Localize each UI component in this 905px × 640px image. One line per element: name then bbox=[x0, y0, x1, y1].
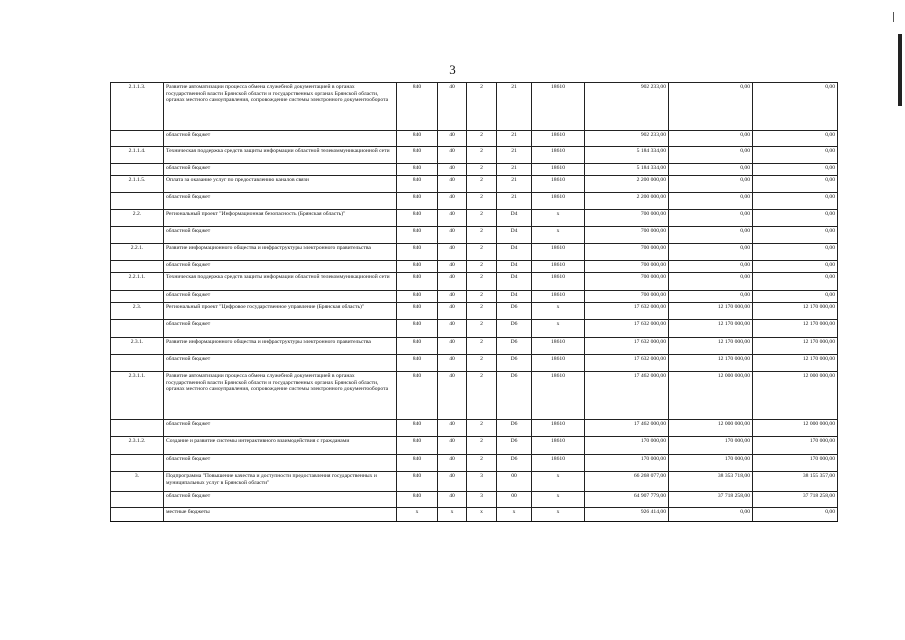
cell-code-direction: 18610 bbox=[532, 244, 585, 261]
table-row bbox=[111, 492, 838, 508]
cell-code-subprogram: 2 bbox=[467, 164, 497, 176]
cell-code-program: 40 bbox=[438, 372, 467, 420]
cell-code-ministry: 840 bbox=[397, 291, 438, 303]
cell-amount-year-3: 170 000,00 bbox=[753, 455, 838, 472]
cell-code-subprogram: 2 bbox=[467, 227, 497, 244]
cell-item-number bbox=[111, 508, 164, 522]
cell-code-program: 40 bbox=[438, 227, 467, 244]
cell-code-program: 40 bbox=[438, 492, 467, 508]
cell-item-name: областной бюджет bbox=[164, 164, 397, 176]
cell-code-direction: х bbox=[532, 472, 585, 492]
cell-code-direction: х bbox=[532, 508, 585, 522]
table-row bbox=[111, 193, 838, 210]
cell-amount-year-2: 0,00 bbox=[669, 291, 753, 303]
cell-code-ministry: 840 bbox=[397, 437, 438, 455]
cell-code-event: D4 bbox=[497, 244, 532, 261]
cell-code-subprogram: 2 bbox=[467, 355, 497, 372]
cell-amount-year-3: 0,00 bbox=[753, 244, 838, 261]
cell-code-ministry: 840 bbox=[397, 355, 438, 372]
table-row bbox=[111, 176, 838, 193]
cell-code-program: 40 bbox=[438, 291, 467, 303]
cell-code-ministry: 840 bbox=[397, 320, 438, 338]
table-row bbox=[111, 472, 838, 492]
cell-code-direction: 18610 bbox=[532, 261, 585, 273]
cell-code-event: 00 bbox=[497, 472, 532, 492]
cell-item-number: 2.2.1. bbox=[111, 244, 164, 261]
cell-code-ministry: 840 bbox=[397, 164, 438, 176]
cell-amount-year-2: 0,00 bbox=[669, 131, 753, 147]
cell-code-direction: 18610 bbox=[532, 273, 585, 291]
table-row bbox=[111, 372, 838, 420]
table-row bbox=[111, 244, 838, 261]
cell-code-direction: 18610 bbox=[532, 164, 585, 176]
table-row bbox=[111, 227, 838, 244]
cell-item-number: 2.2. bbox=[111, 210, 164, 227]
cell-code-subprogram: 3 bbox=[467, 472, 497, 492]
cell-code-subprogram: 2 bbox=[467, 338, 497, 355]
cell-code-event: D4 bbox=[497, 227, 532, 244]
cell-code-program: 40 bbox=[438, 437, 467, 455]
cell-amount-year-3: 0,00 bbox=[753, 291, 838, 303]
cell-code-subprogram: 2 bbox=[467, 83, 497, 131]
cell-code-ministry: 840 bbox=[397, 210, 438, 227]
table-row bbox=[111, 355, 838, 372]
cell-amount-year-2: 12 170 000,00 bbox=[669, 320, 753, 338]
cell-code-program: 40 bbox=[438, 131, 467, 147]
cell-code-direction: 18610 bbox=[532, 193, 585, 210]
cell-code-subprogram: 3 bbox=[467, 492, 497, 508]
cell-amount-year-3: 12 000 000,00 bbox=[753, 372, 838, 420]
cell-amount-year-1: 926 414,00 bbox=[585, 508, 669, 522]
cell-code-event: 21 bbox=[497, 193, 532, 210]
cell-amount-year-3: 12 170 000,00 bbox=[753, 320, 838, 338]
cell-code-direction: 18610 bbox=[532, 83, 585, 131]
cell-code-event: 21 bbox=[497, 164, 532, 176]
table-row bbox=[111, 210, 838, 227]
cell-amount-year-2: 0,00 bbox=[669, 164, 753, 176]
cell-code-direction: 18610 bbox=[532, 131, 585, 147]
cell-code-program: 40 bbox=[438, 303, 467, 320]
cell-item-name: Оплата за оказание услуг по предоставлению каналов связи bbox=[164, 176, 397, 193]
cell-item-number bbox=[111, 492, 164, 508]
cell-code-program: 40 bbox=[438, 338, 467, 355]
cell-item-name: местные бюджеты bbox=[164, 508, 397, 522]
cell-code-ministry: 840 bbox=[397, 273, 438, 291]
cell-amount-year-1: 700 000,00 bbox=[585, 210, 669, 227]
cell-item-number: 2.3.1. bbox=[111, 338, 164, 355]
cell-code-subprogram: 2 bbox=[467, 320, 497, 338]
cell-item-number bbox=[111, 261, 164, 273]
table-row bbox=[111, 164, 838, 176]
cell-amount-year-1: 17 462 000,00 bbox=[585, 420, 669, 437]
cell-code-direction: 18610 bbox=[532, 372, 585, 420]
cell-code-subprogram: 2 bbox=[467, 210, 497, 227]
cell-amount-year-3: 0,00 bbox=[753, 176, 838, 193]
cell-amount-year-3: 0,00 bbox=[753, 210, 838, 227]
cell-item-name: областной бюджет bbox=[164, 355, 397, 372]
cell-code-event: D6 bbox=[497, 372, 532, 420]
cell-code-direction: х bbox=[532, 492, 585, 508]
cell-code-event: D6 bbox=[497, 420, 532, 437]
cell-item-number bbox=[111, 455, 164, 472]
table-row bbox=[111, 291, 838, 303]
cell-code-subprogram: 2 bbox=[467, 437, 497, 455]
cell-code-direction: 18610 bbox=[532, 338, 585, 355]
cell-amount-year-3: 170 000,00 bbox=[753, 437, 838, 455]
cell-item-name: Создание и развитие системы интерактивного взаимодействия с гражданами bbox=[164, 437, 397, 455]
cell-amount-year-3: 0,00 bbox=[753, 261, 838, 273]
cell-code-subprogram: 2 bbox=[467, 372, 497, 420]
cell-code-program: 40 bbox=[438, 210, 467, 227]
cell-amount-year-1: 17 462 000,00 bbox=[585, 372, 669, 420]
cell-amount-year-1: 700 000,00 bbox=[585, 291, 669, 303]
cell-code-subprogram: 2 bbox=[467, 131, 497, 147]
cell-code-ministry: 840 bbox=[397, 420, 438, 437]
cell-amount-year-2: 0,00 bbox=[669, 83, 753, 131]
cell-amount-year-2: 12 170 000,00 bbox=[669, 355, 753, 372]
cell-code-program: 40 bbox=[438, 455, 467, 472]
cell-item-number: 2.1.1.5. bbox=[111, 176, 164, 193]
cell-item-number bbox=[111, 131, 164, 147]
cell-amount-year-2: 0,00 bbox=[669, 193, 753, 210]
cell-item-number bbox=[111, 355, 164, 372]
cell-code-event: 00 bbox=[497, 492, 532, 508]
cell-code-subprogram: 2 bbox=[467, 193, 497, 210]
cell-code-event: D4 bbox=[497, 291, 532, 303]
cell-code-ministry: х bbox=[397, 508, 438, 522]
cell-amount-year-2: 0,00 bbox=[669, 261, 753, 273]
cell-amount-year-2: 38 353 718,00 bbox=[669, 472, 753, 492]
cell-item-number: 2.3. bbox=[111, 303, 164, 320]
table-row bbox=[111, 508, 838, 522]
cell-amount-year-1: 2 200 000,00 bbox=[585, 176, 669, 193]
table-row bbox=[111, 437, 838, 455]
cell-amount-year-3: 0,00 bbox=[753, 273, 838, 291]
cell-code-event: D4 bbox=[497, 261, 532, 273]
cell-amount-year-3: 0,00 bbox=[753, 131, 838, 147]
cell-code-subprogram: 2 bbox=[467, 455, 497, 472]
cell-amount-year-1: 700 000,00 bbox=[585, 273, 669, 291]
cell-code-event: D6 bbox=[497, 320, 532, 338]
cell-code-program: 40 bbox=[438, 472, 467, 492]
cell-code-direction: 18610 bbox=[532, 291, 585, 303]
cell-amount-year-2: 37 718 258,00 bbox=[669, 492, 753, 508]
cell-item-number: 2.2.1.1. bbox=[111, 273, 164, 291]
cell-item-name: областной бюджет bbox=[164, 261, 397, 273]
cell-code-direction: 18610 bbox=[532, 355, 585, 372]
cell-amount-year-2: 0,00 bbox=[669, 227, 753, 244]
cell-code-direction: х bbox=[532, 303, 585, 320]
cell-item-number: 2.3.1.2. bbox=[111, 437, 164, 455]
cell-item-name: областной бюджет bbox=[164, 320, 397, 338]
cell-code-event: D6 bbox=[497, 303, 532, 320]
cell-code-program: 40 bbox=[438, 83, 467, 131]
cell-amount-year-1: 17 632 000,00 bbox=[585, 320, 669, 338]
cell-item-number bbox=[111, 320, 164, 338]
cell-code-ministry: 840 bbox=[397, 372, 438, 420]
cell-amount-year-2: 12 170 000,00 bbox=[669, 338, 753, 355]
cell-amount-year-1: 700 000,00 bbox=[585, 244, 669, 261]
cell-code-subprogram: 2 bbox=[467, 420, 497, 437]
cell-amount-year-1: 17 632 000,00 bbox=[585, 338, 669, 355]
cell-amount-year-3: 12 170 000,00 bbox=[753, 338, 838, 355]
cell-item-name: областной бюджет bbox=[164, 193, 397, 210]
cell-item-name: Региональный проект "Цифровое государственное управление (Брянская область)" bbox=[164, 303, 397, 320]
cell-amount-year-1: 2 200 000,00 bbox=[585, 193, 669, 210]
cell-item-number bbox=[111, 193, 164, 210]
cell-amount-year-1: 64 907 779,00 bbox=[585, 492, 669, 508]
cell-code-program: 40 bbox=[438, 261, 467, 273]
cell-code-direction: х bbox=[532, 320, 585, 338]
cell-code-direction: 18610 bbox=[532, 176, 585, 193]
cell-code-event: D6 bbox=[497, 437, 532, 455]
cell-code-subprogram: 2 bbox=[467, 261, 497, 273]
cell-code-event: 21 bbox=[497, 83, 532, 131]
cell-code-ministry: 840 bbox=[397, 227, 438, 244]
cell-code-ministry: 840 bbox=[397, 338, 438, 355]
cell-code-program: 40 bbox=[438, 355, 467, 372]
cell-code-program: х bbox=[438, 508, 467, 522]
cell-item-number: 2.1.1.3. bbox=[111, 83, 164, 131]
table-body bbox=[111, 83, 838, 522]
cell-item-name: Развитие автоматизации процесса обмена служебной документацией в органах государственной власти Брянской области и государственных органах Брянской области, органах местного самоуправления, сопровождение системы электронного документооборота bbox=[164, 83, 397, 131]
cell-code-subprogram: 2 bbox=[467, 244, 497, 261]
cell-code-program: 40 bbox=[438, 147, 467, 164]
cell-code-ministry: 840 bbox=[397, 261, 438, 273]
cell-amount-year-2: 12 000 000,00 bbox=[669, 372, 753, 420]
cell-item-number bbox=[111, 164, 164, 176]
cell-code-program: 40 bbox=[438, 320, 467, 338]
cell-code-ministry: 840 bbox=[397, 472, 438, 492]
cell-code-ministry: 840 bbox=[397, 147, 438, 164]
page-number: 3 bbox=[449, 62, 456, 77]
cell-amount-year-1: 17 632 000,00 bbox=[585, 355, 669, 372]
cell-code-event: 21 bbox=[497, 131, 532, 147]
cell-code-program: 40 bbox=[438, 193, 467, 210]
cell-amount-year-1: 170 000,00 bbox=[585, 437, 669, 455]
cell-code-subprogram: 2 bbox=[467, 273, 497, 291]
table-row bbox=[111, 338, 838, 355]
cell-amount-year-1: 902 233,00 bbox=[585, 131, 669, 147]
table-row bbox=[111, 83, 838, 131]
cell-item-name: областной бюджет bbox=[164, 131, 397, 147]
table-row bbox=[111, 320, 838, 338]
cell-code-event: D4 bbox=[497, 210, 532, 227]
cell-item-name: Техническая поддержка средств защиты информации областной телекоммуникационной сети bbox=[164, 273, 397, 291]
cell-amount-year-3: 0,00 bbox=[753, 147, 838, 164]
cell-code-subprogram: 2 bbox=[467, 147, 497, 164]
cell-code-event: х bbox=[497, 508, 532, 522]
cell-code-program: 40 bbox=[438, 273, 467, 291]
cell-item-number: 2.3.1.1. bbox=[111, 372, 164, 420]
cell-amount-year-2: 170 000,00 bbox=[669, 437, 753, 455]
cell-amount-year-2: 0,00 bbox=[669, 508, 753, 522]
table-row bbox=[111, 455, 838, 472]
cell-amount-year-2: 0,00 bbox=[669, 273, 753, 291]
cell-item-name: Региональный проект "Информационная безопасность (Брянская область)" bbox=[164, 210, 397, 227]
cell-code-subprogram: 2 bbox=[467, 176, 497, 193]
cell-code-event: 21 bbox=[497, 147, 532, 164]
table-row bbox=[111, 261, 838, 273]
budget-table bbox=[110, 82, 838, 522]
cell-item-number bbox=[111, 227, 164, 244]
cell-code-subprogram: 2 bbox=[467, 303, 497, 320]
cell-code-direction: 18610 bbox=[532, 437, 585, 455]
table-row bbox=[111, 303, 838, 320]
cell-amount-year-3: 12 170 000,00 bbox=[753, 355, 838, 372]
cell-code-ministry: 840 bbox=[397, 193, 438, 210]
cell-amount-year-3: 38 155 357,00 bbox=[753, 472, 838, 492]
cell-amount-year-3: 0,00 bbox=[753, 83, 838, 131]
cell-code-subprogram: х bbox=[467, 508, 497, 522]
cell-code-event: D6 bbox=[497, 338, 532, 355]
cell-amount-year-2: 0,00 bbox=[669, 244, 753, 261]
cell-amount-year-1: 5 184 334,00 bbox=[585, 147, 669, 164]
table-row bbox=[111, 131, 838, 147]
cell-amount-year-1: 66 268 077,00 bbox=[585, 472, 669, 492]
cell-code-ministry: 840 bbox=[397, 455, 438, 472]
cell-amount-year-3: 0,00 bbox=[753, 508, 838, 522]
cell-code-program: 40 bbox=[438, 164, 467, 176]
cell-code-subprogram: 2 bbox=[467, 291, 497, 303]
cell-code-ministry: 840 bbox=[397, 131, 438, 147]
cell-code-direction: 18610 bbox=[532, 455, 585, 472]
cell-code-ministry: 840 bbox=[397, 492, 438, 508]
table-row bbox=[111, 420, 838, 437]
cell-amount-year-2: 170 000,00 bbox=[669, 455, 753, 472]
cell-code-direction: 18610 bbox=[532, 420, 585, 437]
cell-item-name: областной бюджет bbox=[164, 455, 397, 472]
cell-item-number: 3. bbox=[111, 472, 164, 492]
cell-item-name: областной бюджет bbox=[164, 291, 397, 303]
cell-amount-year-1: 5 184 334,00 bbox=[585, 164, 669, 176]
cell-code-ministry: 840 bbox=[397, 176, 438, 193]
cell-amount-year-2: 12 170 000,00 bbox=[669, 303, 753, 320]
cell-amount-year-1: 170 000,00 bbox=[585, 455, 669, 472]
cell-item-number bbox=[111, 420, 164, 437]
cell-amount-year-2: 12 000 000,00 bbox=[669, 420, 753, 437]
cell-code-direction: х bbox=[532, 210, 585, 227]
cell-amount-year-3: 12 170 000,00 bbox=[753, 303, 838, 320]
cell-item-name: Развитие информационного общества и инфраструктуры электронного правительства bbox=[164, 244, 397, 261]
cell-amount-year-2: 0,00 bbox=[669, 176, 753, 193]
table-row bbox=[111, 147, 838, 164]
cell-code-event: D6 bbox=[497, 455, 532, 472]
binding-tick-mark bbox=[893, 12, 894, 22]
cell-amount-year-2: 0,00 bbox=[669, 210, 753, 227]
cell-item-name: областной бюджет bbox=[164, 492, 397, 508]
cell-amount-year-3: 37 718 258,00 bbox=[753, 492, 838, 508]
cell-amount-year-3: 0,00 bbox=[753, 164, 838, 176]
cell-amount-year-1: 700 000,00 bbox=[585, 227, 669, 244]
cell-amount-year-3: 0,00 bbox=[753, 193, 838, 210]
cell-amount-year-1: 902 233,00 bbox=[585, 83, 669, 131]
cell-code-program: 40 bbox=[438, 176, 467, 193]
table-row bbox=[111, 273, 838, 291]
cell-item-name: Развитие информационного общества и инфраструктуры электронного правительства bbox=[164, 338, 397, 355]
cell-item-name: областной бюджет bbox=[164, 420, 397, 437]
cell-amount-year-3: 0,00 bbox=[753, 227, 838, 244]
cell-code-ministry: 840 bbox=[397, 83, 438, 131]
cell-code-event: D4 bbox=[497, 273, 532, 291]
cell-item-name: Подпрограмма "Повышение качества и доступности предоставления государственных и муниципальных услуг в Брянской области" bbox=[164, 472, 397, 492]
cell-item-name: областной бюджет bbox=[164, 227, 397, 244]
cell-item-number: 2.1.1.4. bbox=[111, 147, 164, 164]
cell-item-name: Техническая поддержка средств защиты информации областной телекоммуникационной сети bbox=[164, 147, 397, 164]
cell-amount-year-1: 17 632 000,00 bbox=[585, 303, 669, 320]
cell-code-ministry: 840 bbox=[397, 244, 438, 261]
cell-amount-year-3: 12 000 000,00 bbox=[753, 420, 838, 437]
cell-code-ministry: 840 bbox=[397, 303, 438, 320]
cell-code-event: D6 bbox=[497, 355, 532, 372]
cell-item-name: Развитие автоматизации процесса обмена служебной документацией в органах государственной власти Брянской области и государственных органах Брянской области, органах местного самоуправления, сопровождение системы электронного документооборота bbox=[164, 372, 397, 420]
cell-code-event: 21 bbox=[497, 176, 532, 193]
cell-code-direction: 18610 bbox=[532, 147, 585, 164]
cell-item-number bbox=[111, 291, 164, 303]
cell-code-program: 40 bbox=[438, 244, 467, 261]
cell-amount-year-1: 700 000,00 bbox=[585, 261, 669, 273]
cell-code-program: 40 bbox=[438, 420, 467, 437]
cell-amount-year-2: 0,00 bbox=[669, 147, 753, 164]
cell-code-direction: х bbox=[532, 227, 585, 244]
